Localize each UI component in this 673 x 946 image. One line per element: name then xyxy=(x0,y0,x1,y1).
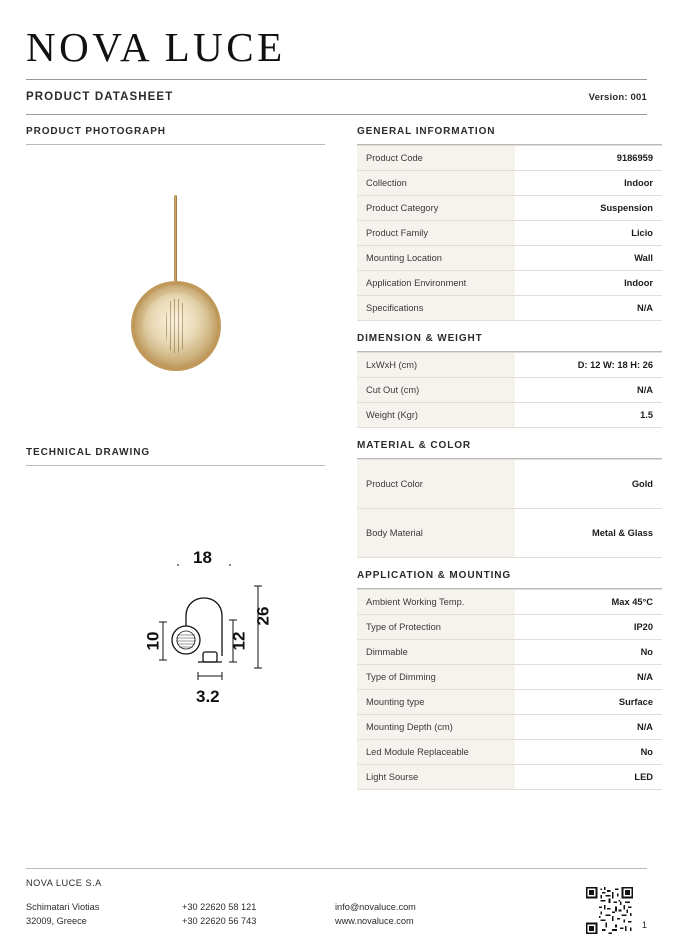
spec-value: Max 45°C xyxy=(515,590,662,615)
version-label: Version: 001 xyxy=(588,91,647,103)
spec-key: Ambient Working Temp. xyxy=(357,590,515,615)
table-row xyxy=(357,640,662,665)
page-number: 1 xyxy=(641,919,647,930)
footer-contact xyxy=(335,901,505,928)
product-photograph-image xyxy=(26,147,325,447)
table-row xyxy=(357,271,662,296)
dimension-label-left: 10 xyxy=(143,631,163,651)
left-column xyxy=(26,126,325,790)
datasheet-divider xyxy=(26,114,647,115)
table-row xyxy=(357,690,662,715)
spec-value: Indoor xyxy=(515,171,662,196)
application-mounting-table xyxy=(357,589,662,790)
spec-value: N/A xyxy=(515,715,662,740)
page-footer xyxy=(26,868,647,928)
table-row xyxy=(357,460,662,509)
spec-key: LxWxH (cm) xyxy=(357,353,515,378)
spec-key: Specifications xyxy=(357,296,515,321)
spec-key: Mounting Location xyxy=(357,246,515,271)
spec-value: 1.5 xyxy=(515,403,662,428)
qr-code-svg xyxy=(586,887,633,934)
footer-email[interactable]: info@novaluce.com xyxy=(335,902,416,913)
spec-key: Product Family xyxy=(357,221,515,246)
dimension-label-inner-right: 12 xyxy=(229,631,249,651)
table-row xyxy=(357,403,662,428)
spec-key: Collection xyxy=(357,171,515,196)
spec-value: Wall xyxy=(515,246,662,271)
product-photograph-divider xyxy=(26,144,325,145)
spec-value: N/A xyxy=(515,378,662,403)
table-row xyxy=(357,353,662,378)
spec-value: D: 12 W: 18 H: 26 xyxy=(515,353,662,378)
qr-code-icon[interactable] xyxy=(586,887,633,934)
table-row xyxy=(357,590,662,615)
table-row xyxy=(357,221,662,246)
table-row xyxy=(357,146,662,171)
spec-key: Mounting type xyxy=(357,690,515,715)
spec-key: Cut Out (cm) xyxy=(357,378,515,403)
section-title-dimension-weight: DIMENSION & WEIGHT xyxy=(357,333,483,345)
page-title: PRODUCT DATASHEET xyxy=(26,91,174,104)
spec-value: N/A xyxy=(515,296,662,321)
spec-key: Type of Dimming xyxy=(357,665,515,690)
section-title-material-color: MATERIAL & COLOR xyxy=(357,440,472,452)
spec-key: Application Environment xyxy=(357,271,515,296)
section-title-application-mounting: APPLICATION & MOUNTING xyxy=(357,570,512,582)
spec-key: Body Material xyxy=(357,509,515,558)
spec-key: Weight (Kgr) xyxy=(357,403,515,428)
spec-value: Indoor xyxy=(515,271,662,296)
section-title-product-photograph: PRODUCT PHOTOGRAPH xyxy=(26,126,166,138)
section-title-general-information: GENERAL INFORMATION xyxy=(357,126,496,138)
spec-value: No xyxy=(515,740,662,765)
datasheet-title-bar xyxy=(26,80,647,114)
technical-drawing-divider xyxy=(26,465,325,466)
spec-key: Mounting Depth (cm) xyxy=(357,715,515,740)
spec-value: LED xyxy=(515,765,662,790)
spec-value: Licio xyxy=(515,221,662,246)
footer-company-name: NOVA LUCE S.A xyxy=(26,878,102,889)
spec-value: Suspension xyxy=(515,196,662,221)
spec-value: Metal & Glass xyxy=(515,509,662,558)
spec-value: Gold xyxy=(515,460,662,509)
spec-key: Type of Protection xyxy=(357,615,515,640)
table-row xyxy=(357,509,662,558)
section-title-technical-drawing: TECHNICAL DRAWING xyxy=(26,447,151,459)
spec-value: No xyxy=(515,640,662,665)
technical-drawing-figure xyxy=(26,548,325,707)
spec-key: Product Category xyxy=(357,196,515,221)
brand-header xyxy=(26,0,647,79)
spec-value: Surface xyxy=(515,690,662,715)
general-information-table xyxy=(357,145,662,321)
table-row xyxy=(357,715,662,740)
spec-value: N/A xyxy=(515,665,662,690)
lamp-rod xyxy=(174,195,177,291)
lamp-filament xyxy=(166,299,186,353)
table-row xyxy=(357,171,662,196)
dimension-label-outer-right: 26 xyxy=(253,606,273,626)
footer-website[interactable]: www.novaluce.com xyxy=(335,915,414,926)
material-color-table xyxy=(357,459,662,558)
pendant-lamp-illustration xyxy=(116,195,236,400)
table-row xyxy=(357,378,662,403)
footer-phone-1: +30 22620 58 121 xyxy=(182,902,257,913)
technical-drawing-svg xyxy=(26,564,325,704)
footer-address xyxy=(26,901,182,928)
table-row xyxy=(357,246,662,271)
table-row xyxy=(357,196,662,221)
content-columns xyxy=(26,126,653,790)
footer-divider xyxy=(26,868,647,869)
spec-key: Product Code xyxy=(357,146,515,171)
footer-qr-area xyxy=(586,887,647,934)
dimension-label-bottom: 3.2 xyxy=(196,687,220,707)
spec-value: IP20 xyxy=(515,615,662,640)
footer-phone-2: +30 22620 56 743 xyxy=(182,915,257,926)
dimension-label-top: 18 xyxy=(193,548,212,568)
footer-address-line1: Schimatari Viotias xyxy=(26,902,100,913)
technical-drawing-area xyxy=(26,468,325,758)
spec-key: Product Color xyxy=(357,460,515,509)
spec-value: 9186959 xyxy=(515,146,662,171)
spec-key: Dimmable xyxy=(357,640,515,665)
table-row xyxy=(357,665,662,690)
table-row xyxy=(357,765,662,790)
spec-key: Led Module Replaceable xyxy=(357,740,515,765)
dimension-weight-table xyxy=(357,352,662,428)
footer-phones xyxy=(182,901,335,928)
table-row xyxy=(357,296,662,321)
footer-address-line2: 32009, Greece xyxy=(26,915,87,926)
spec-key: Light Sourse xyxy=(357,765,515,790)
footer-columns xyxy=(26,901,647,928)
table-row xyxy=(357,740,662,765)
brand-logo: NOVA LUCE xyxy=(26,24,286,70)
right-column xyxy=(357,126,662,790)
table-row xyxy=(357,615,662,640)
